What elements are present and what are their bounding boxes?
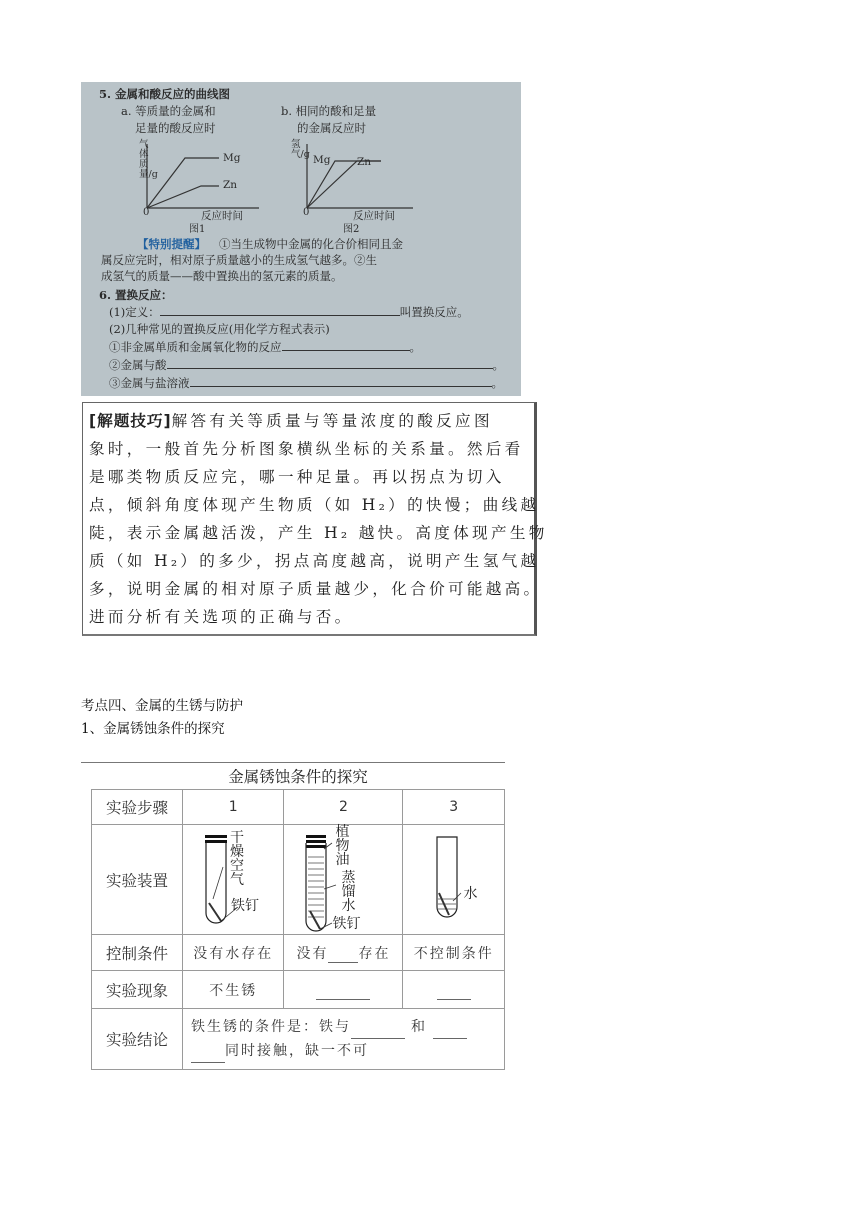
- s6-item-b: ②金属与酸 。: [109, 358, 504, 372]
- tube2-nail-label: 铁钉: [332, 916, 361, 932]
- fig2-label-mg: Mg: [313, 154, 331, 166]
- tips-line-3: 是哪类物质反应完，哪一种足量。再以拐点为切入: [89, 468, 505, 486]
- tube2-oil-label: 植 物 油: [335, 824, 350, 868]
- fig1-ylabel: 气体质量/g: [139, 139, 158, 180]
- row-phenomena: [92, 971, 505, 1009]
- tips-line-7: 多，说明金属的相对原子质量越少，化合价可能越高。: [89, 580, 543, 598]
- tube2-water-label: 蒸 馏 水: [341, 870, 356, 914]
- condition-2: 没有 存在: [284, 935, 403, 971]
- fig2-origin: 0: [303, 207, 310, 218]
- tube3-water-label: 水: [463, 886, 478, 902]
- label-phenomena: 实验现象: [92, 971, 183, 1009]
- apparatus-3: [403, 825, 505, 935]
- fig2-xlabel: 反应时间: [353, 210, 395, 222]
- step-1: 1: [183, 790, 284, 825]
- test-tube-3: [433, 829, 483, 929]
- fig-a-caption-1: a. 等质量的金属和: [121, 104, 216, 118]
- solving-tips-box: [82, 402, 548, 636]
- fig1-label-mg: Mg: [223, 152, 241, 164]
- step-2: 2: [284, 790, 403, 825]
- tube1-dry-air-label: 干 燥 空 气: [230, 830, 244, 888]
- textbook-scan-image: [81, 82, 521, 396]
- fig-b-caption-1: b. 相同的酸和足量: [281, 104, 377, 118]
- label-apparatus: 实验装置: [92, 825, 183, 935]
- condition-1: 没有水存在: [183, 935, 284, 971]
- row-steps: [92, 790, 505, 825]
- s6-item-c: ③金属与盐溶液 。: [109, 376, 503, 390]
- table-caption: 金属锈蚀条件的探究: [228, 768, 368, 786]
- label-conditions: 控制条件: [92, 935, 183, 971]
- tips-heading: [解题技巧]: [89, 412, 172, 430]
- fig2-label-zn: Zn: [357, 156, 372, 168]
- conclusion-text: 铁生锈的条件是：铁与 和 同时接触，缺一不可: [183, 1009, 505, 1070]
- fig-a-caption-2: 足量的酸反应时: [135, 121, 216, 135]
- fig2-ylabel: 氢气/g: [291, 139, 310, 160]
- tube1-nail-label: 铁钉: [231, 898, 259, 914]
- section5-title: 5. 金属和酸反应的曲线图: [99, 87, 231, 101]
- row-conclusion: [92, 1009, 505, 1070]
- tips-line-8: 进而分析有关选项的正确与否。: [89, 608, 354, 626]
- fig1-label-zn: Zn: [223, 179, 238, 191]
- condition-3: 不控制条件: [403, 935, 505, 971]
- fig-b-caption-2: 的金属反应时: [297, 121, 366, 135]
- fig1-caption: 图1: [189, 224, 206, 235]
- special-reminder-line-3: 成氢气的质量——酸中置换出的氢元素的质量。: [101, 269, 343, 283]
- s6-item-a: ①非金属单质和金属氧化物的反应 。: [109, 340, 421, 354]
- section-subheading: 1、金属锈蚀条件的探究: [81, 721, 225, 737]
- fig1-mg-curve: [147, 158, 219, 208]
- fig1-zn-curve: [147, 186, 219, 208]
- corrosion-table: [91, 789, 505, 1069]
- tips-line-5: 陡，表示金属越活泼，产生 H₂ 越快。高度体现产生物: [89, 524, 548, 542]
- step-3: 3: [403, 790, 505, 825]
- special-reminder-line-2: 属反应完时，相对原子质量越小的生成氢气越多。②生: [101, 253, 377, 267]
- phenomenon-3-blank: [403, 971, 505, 1009]
- row-apparatus: [92, 825, 505, 935]
- section-heading: 考点四、金属的生锈与防护: [81, 698, 243, 714]
- s6-definition: (1)定义： 叫置换反应。: [109, 305, 469, 319]
- fig2-mg-curve: [307, 161, 381, 208]
- phenomenon-2-blank: [284, 971, 403, 1009]
- apparatus-1: [183, 825, 284, 935]
- tips-line-6: 质（如 H₂）的多少，拐点高度越高，说明产生氢气越: [89, 552, 540, 570]
- row-conditions: [92, 935, 505, 971]
- special-reminder-head: 【特别提醒】: [137, 237, 206, 251]
- label-conclusion: 实验结论: [92, 1009, 183, 1070]
- label-steps: 实验步骤: [92, 790, 183, 825]
- tips-line-2: 象时，一般首先分析图象横纵坐标的关系量。然后看: [89, 440, 524, 458]
- fig2-caption: 图2: [343, 224, 360, 235]
- phenomenon-1: 不生锈: [183, 971, 284, 1009]
- apparatus-2: [284, 825, 403, 935]
- s6-common-reactions: (2)几种常见的置换反应(用化学方程式表示): [109, 322, 330, 336]
- fig1-xlabel: 反应时间: [201, 210, 243, 222]
- tips-line-4: 点，倾斜角度体现产生物质（如 H₂）的快慢；曲线越: [89, 496, 540, 514]
- special-reminder-line-1: ①当生成物中金属的化合价相同且金: [219, 237, 403, 251]
- fig2-zn-curve: [307, 161, 381, 208]
- tips-line-1: [解题技巧]解答有关等质量与等量浓度的酸反应图: [89, 412, 493, 430]
- table-top-rule: [81, 762, 505, 763]
- fig1-origin: 0: [143, 207, 150, 218]
- section6-title: 6. 置换反应：: [99, 288, 173, 302]
